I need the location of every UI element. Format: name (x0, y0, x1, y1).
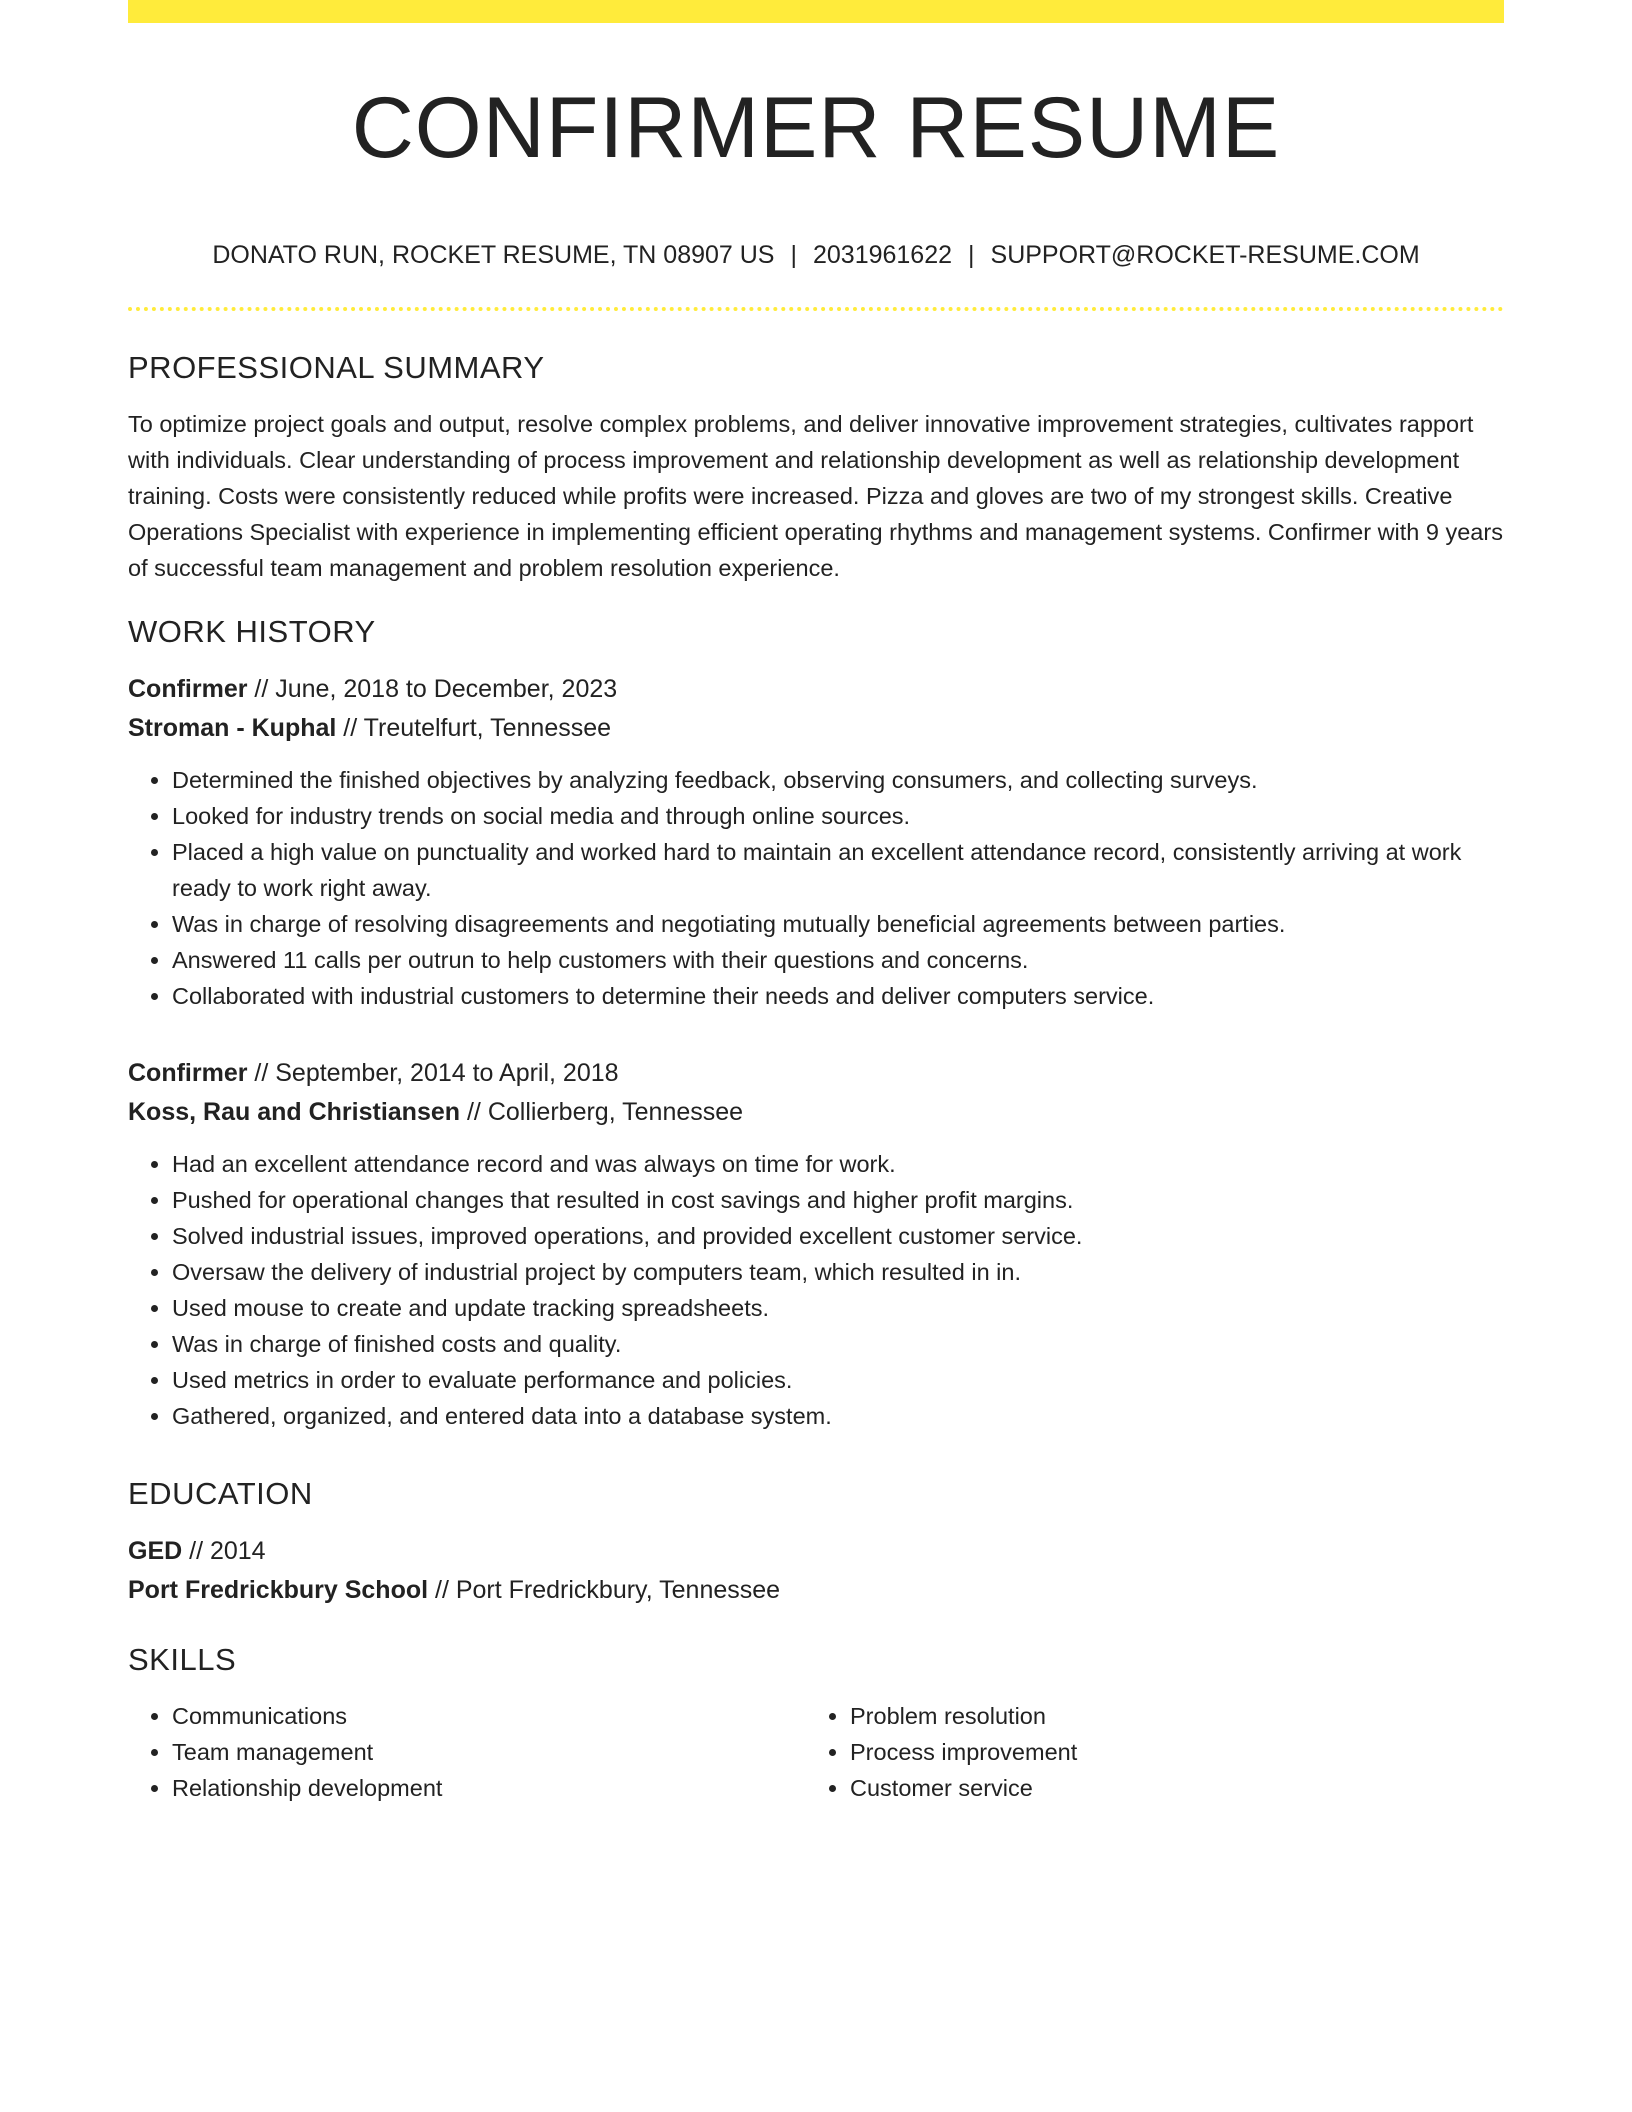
list-item: • Looked for industry trends on social media and through online sources. (172, 798, 1504, 834)
header-divider (128, 307, 1504, 311)
list-item: • Gathered, organized, and entered data into a database system. (172, 1398, 1504, 1434)
skills-grid (128, 1698, 1504, 1806)
list-item: • Determined the finished objectives by analyzing feedback, observing consumers, and collecting surveys. (172, 762, 1504, 798)
skill-item: • Customer service (850, 1770, 1484, 1806)
job-company: Koss, Rau and Christiansen (128, 1098, 461, 1126)
list-item: • Had an excellent attendance record and was always on time for work. (172, 1146, 1504, 1182)
contact-line (128, 238, 1504, 272)
education-section (128, 1474, 1504, 1610)
work-history-section (128, 612, 1504, 1434)
job-dates: // June, 2018 to December, 2023 (247, 675, 618, 703)
section-heading: PROFESSIONAL SUMMARY (128, 350, 545, 385)
skills-column-right (806, 1698, 1484, 1806)
job-company-line (128, 709, 1504, 748)
job-company-line (128, 1093, 1504, 1132)
resume-title: CONFIRMER RESUME (351, 80, 1281, 176)
education-school: Port Fredrickbury School (128, 1576, 429, 1604)
section-heading: SKILLS (128, 1642, 237, 1677)
resume-content (128, 348, 1504, 1806)
skills-section (128, 1640, 1504, 1806)
education-school-line (128, 1571, 1504, 1610)
skill-item: • Problem resolution (850, 1698, 1484, 1734)
job-title: Confirmer (128, 1059, 248, 1087)
job-location: // Treutelfurt, Tennessee (336, 714, 612, 742)
list-item: • Placed a high value on punctuality and worked hard to maintain an excellent attendance record, consistently arriving at work ready to work right away. (172, 834, 1504, 906)
skill-item: • Communications (172, 1698, 806, 1734)
list-item: • Was in charge of resolving disagreements and negotiating mutually beneficial agreements between parties. (172, 906, 1504, 942)
job-duties-list (128, 762, 1504, 1014)
job-title-line (128, 670, 1504, 709)
summary-text: To optimize project goals and output, resolve complex problems, and deliver innovative improvement strategies, cultivates rapport with individuals. Clear understanding of process improvement and relationship development as well as relationship development training. Costs were consistently reduced while profits were increased. Pizza and gloves are two of my strongest skills. Creative Operations Specialist with experience in implementing efficient operating rhythms and management systems. Confirmer with 9 years of successful team management and problem resolution experience. (128, 411, 1503, 581)
skill-item: • Team management (172, 1734, 806, 1770)
contact-email: SUPPORT@ROCKET-RESUME.COM (990, 241, 1420, 269)
section-heading: WORK HISTORY (128, 614, 376, 649)
job-duties-list (128, 1146, 1504, 1434)
job-title: Confirmer (128, 675, 248, 703)
education-year: // 2014 (182, 1537, 266, 1565)
contact-separator: | (790, 241, 797, 269)
job-entry (128, 670, 1504, 1014)
accent-top-bar (128, 0, 1504, 23)
list-item: • Used metrics in order to evaluate performance and policies. (172, 1362, 1504, 1398)
list-item: • Collaborated with industrial customers to determine their needs and deliver computers service. (172, 978, 1504, 1014)
job-location: // Collierberg, Tennessee (460, 1098, 744, 1126)
skills-list (128, 1698, 806, 1806)
education-degree-line (128, 1532, 1504, 1571)
list-item: • Pushed for operational changes that resulted in cost savings and higher profit margins. (172, 1182, 1504, 1218)
resume-page (128, 0, 1504, 2112)
skills-list (806, 1698, 1484, 1806)
list-item: • Was in charge of finished costs and quality. (172, 1326, 1504, 1362)
job-company: Stroman - Kuphal (128, 714, 337, 742)
skills-column-left (128, 1698, 806, 1806)
education-location: // Port Fredrickbury, Tennessee (428, 1576, 781, 1604)
contact-phone: 2031961622 (812, 241, 953, 269)
skill-item: • Relationship development (172, 1770, 806, 1806)
contact-separator: | (968, 241, 975, 269)
contact-address: DONATO RUN, ROCKET RESUME, TN 08907 US (212, 241, 775, 269)
list-item: • Used mouse to create and update tracking spreadsheets. (172, 1290, 1504, 1326)
job-title-line (128, 1054, 1504, 1093)
list-item: • Solved industrial issues, improved operations, and provided excellent customer service. (172, 1218, 1504, 1254)
job-dates: // September, 2014 to April, 2018 (247, 1059, 619, 1087)
section-heading: EDUCATION (128, 1476, 313, 1511)
education-degree: GED (128, 1537, 183, 1565)
job-entry (128, 1054, 1504, 1434)
list-item: • Oversaw the delivery of industrial project by computers team, which resulted in in. (172, 1254, 1504, 1290)
skill-item: • Process improvement (850, 1734, 1484, 1770)
professional-summary-section (128, 348, 1504, 586)
list-item: • Answered 11 calls per outrun to help customers with their questions and concerns. (172, 942, 1504, 978)
